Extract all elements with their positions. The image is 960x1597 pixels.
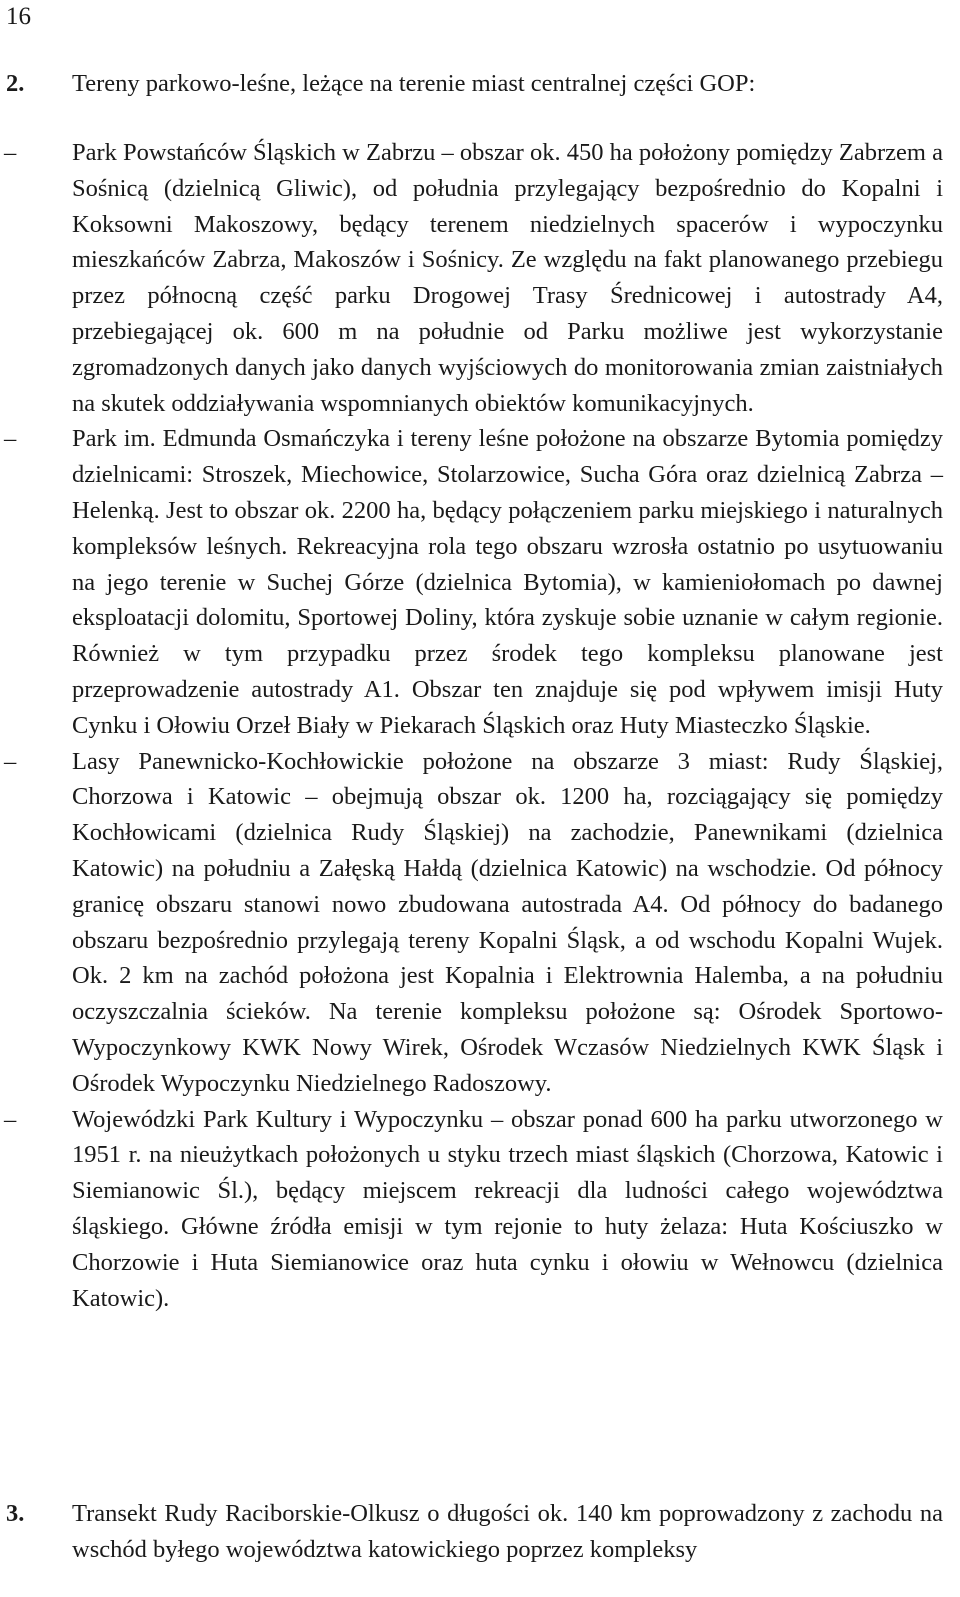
list-item-park-bytom: [0, 421, 960, 743]
dash-bullet: –: [4, 139, 17, 166]
list-item-text: Park Powstańców Śląskich w Zabrzu – obszar ok. 450 ha położony pomiędzy Zabrzem a Sośnicą (dzielnicą Gliwic), od południa przylegający bezpośrednio do Kopalni i Koksowni Makoszowy, będący terenem niedzielnych spacerów i wypoczynku mieszkańców Zabrza, Makoszów i Sośnicy. Ze względu na fakt planowanego przebiegu przez północną część parku Drogowej Trasy Średnicowej i autostrady A4, przebiegającej ok. 600 m na południe od Parku możliwe jest wykorzystanie zgromadzonych danych jako danych wyjściowych do monitorowania zmian zaistniałych na skutek oddziaływania wspomnianych obiektów komunikacyjnych.: [72, 139, 943, 417]
dash-bullet: –: [4, 1105, 17, 1133]
list-item-text: Park im. Edmunda Osmańczyka i tereny leśne położone na obszarze Bytomia pomiędzy dzielnicami: Stroszek, Miechowice, Stolarzowice, Sucha Góra oraz dzielnicą Zabrza – Helenką. Jest to obszar ok. 2200 ha, będący połączeniem parku miejskiego i naturalnych kompleksów leśnych. Rekreacyjna rola tego obszaru wzrosła ostatnio po usytuowaniu na jego terenie w Suchej Górze (dzielnica Bytomia), w kamieniołomach po dawnej eksploatacji dolomitu, Sportowej Doliny, która zyskuje sobie uznanie w całym regionie. Również w tym przypadku przez środek tego kompleksu planowane jest przeprowadzenie autostrady A1. Obszar ten znajduje się pod wpływem imisji Huty Cynku i Ołowiu Orzeł Biały w Piekarach Śląskich oraz Huty Miasteczko Śląskie.: [72, 425, 943, 739]
section-title: Tereny parkowo-leśne, leżące na terenie miast centralnej części GOP:: [72, 70, 756, 97]
list-item-wpkiw: [0, 1102, 960, 1317]
list-item-text: Wojewódzki Park Kultury i Wypoczynku – obszar ponad 600 ha parku utworzonego w 1951 r. na nieużytkach położonych u styku trzech miast śląskich (Chorzowa, Katowic i Siemianowic Śl.), będący miejscem rekreacji dla ludności całego województwa śląskiego. Główne źródła emisji w tym rejonie to huty żelaza: Huta Kościuszko w Chorzowie i Huta Siemianowice oraz huta cynku i ołowiu w Wełnowcu (dzielnica Katowic).: [72, 1105, 943, 1312]
page-number: 16: [6, 3, 31, 30]
list-item-park-zabrze: [0, 135, 960, 421]
dash-bullet: –: [4, 747, 17, 775]
dash-bullet: –: [4, 425, 17, 453]
section-number: 2.: [6, 70, 25, 97]
park-list: [0, 135, 960, 1316]
section-title: Transekt Rudy Raciborskie-Olkusz o długości ok. 140 km poprowadzony z zachodu na wschód byłego województwa katowickiego poprzez kompleksy: [72, 1500, 943, 1563]
list-item-lasy-panewnicko: [0, 744, 960, 1102]
section-number: 3.: [6, 1500, 25, 1527]
list-item-text: Lasy Panewnicko-Kochłowickie położone na obszarze 3 miast: Rudy Śląskiej, Chorzowa i Katowic – obejmują obszar ok. 1200 ha, rozciągający się pomiędzy Kochłowicami (dzielnica Rudy Śląskiej) na zachodzie, Panewnikami (dzielnica Katowic) na południu a Załęską Hałdą (dzielnica Katowic) na wschodzie. Od północy granicę obszaru stanowi nowo zbudowana autostrada A4. Od północy do badanego obszaru bezpośrednio przylegają tereny Kopalni Śląsk, a od wschodu Kopalni Wujek. Ok. 2 km na zachód położona jest Kopalnia i Elektrownia Halemba, a na południu oczyszczalnia ścieków. Na terenie kompleksu położone są: Ośrodek Sportowo-Wypoczynkowy KWK Nowy Wirek, Ośrodek Wczasów Niedzielnych KWK Śląsk i Ośrodek Wypoczynku Niedzielnego Radoszowy.: [72, 747, 943, 1097]
